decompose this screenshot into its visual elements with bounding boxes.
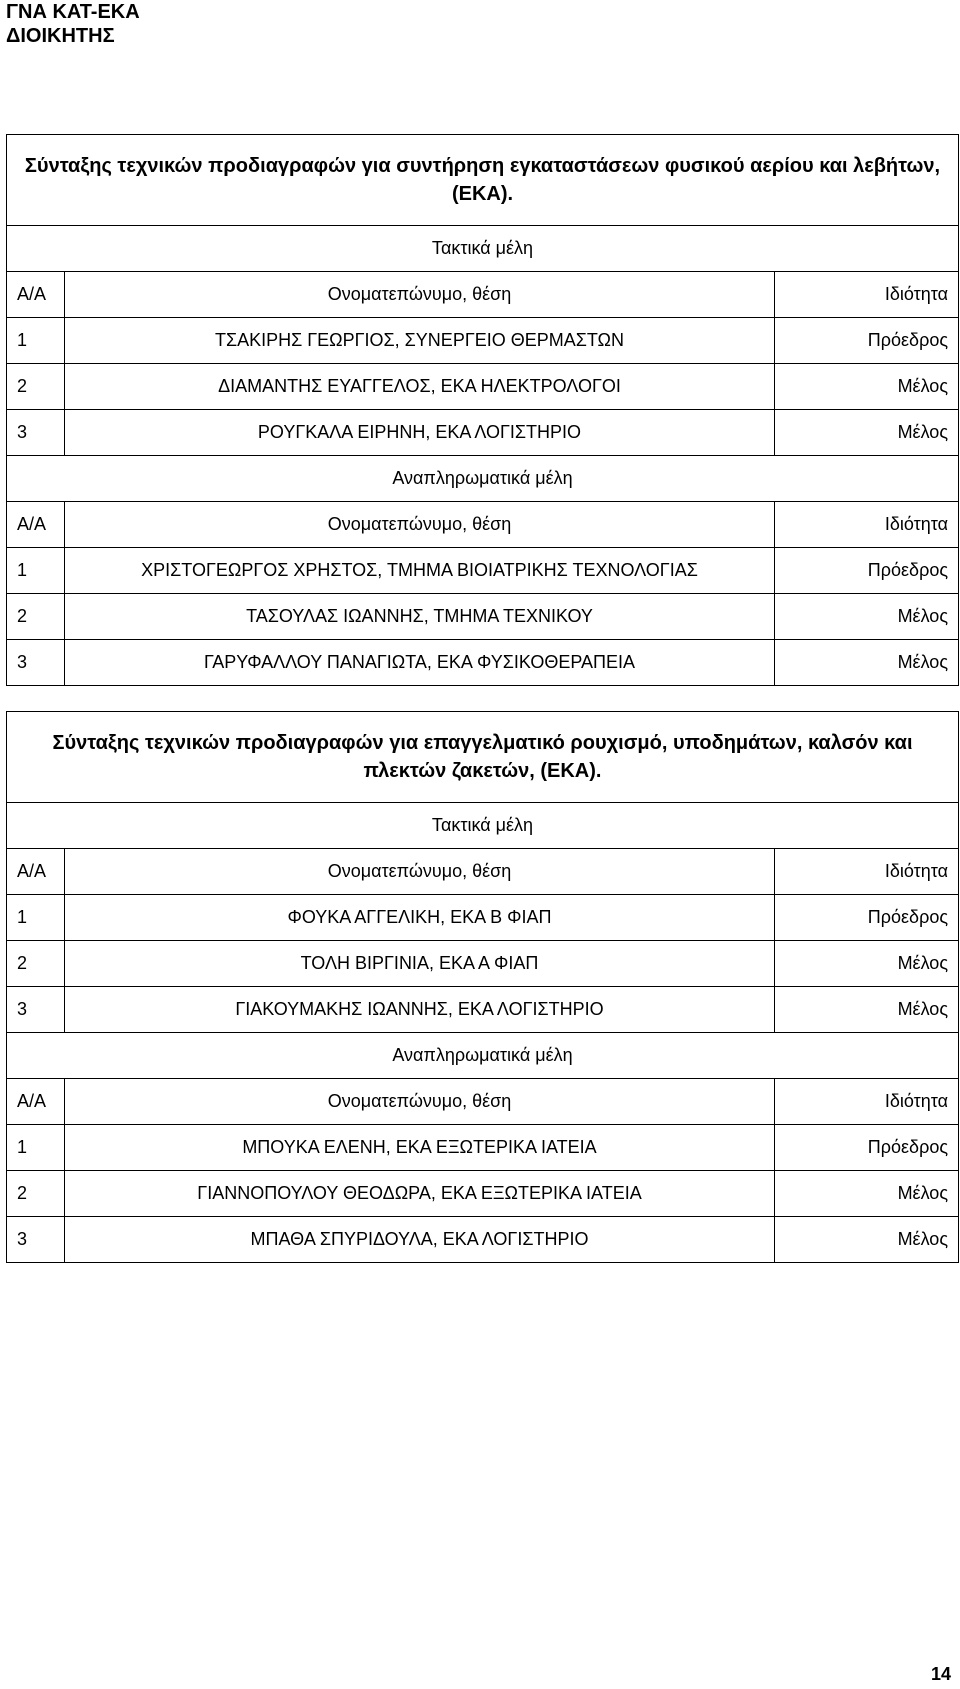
- table-row: [7, 640, 959, 686]
- committee-title-row: [7, 712, 959, 803]
- member-name: ΦΟΥΚΑ ΑΓΓΕΛΙΚΗ, ΕΚΑ Β ΦΙΑΠ: [65, 895, 775, 941]
- member-role: Μέλος: [775, 410, 959, 456]
- column-header-row: [7, 1079, 959, 1125]
- row-number: 3: [7, 987, 65, 1033]
- table-row: [7, 318, 959, 364]
- table-row: [7, 895, 959, 941]
- member-role: Μέλος: [775, 1171, 959, 1217]
- row-number: 1: [7, 895, 65, 941]
- section-heading-alternate: Αναπληρωματικά μέλη: [7, 456, 959, 502]
- page-number: 14: [930, 1664, 951, 1684]
- member-name: ΤΟΛΗ ΒΙΡΓΙΝΙΑ, ΕΚΑ Α ΦΙΑΠ: [65, 941, 775, 987]
- row-number: 2: [7, 364, 65, 410]
- member-role: Πρόεδρος: [775, 548, 959, 594]
- member-name: ΓΙΑΝΝΟΠΟΥΛΟΥ ΘΕΟΔΩΡΑ, ΕΚΑ ΕΞΩΤΕΡΙΚΑ ΙΑΤΕΙΑ: [65, 1171, 775, 1217]
- row-number: 1: [7, 318, 65, 364]
- column-header-role: Ιδιότητα: [775, 502, 959, 548]
- row-number: 2: [7, 941, 65, 987]
- column-header-aa: Α/Α: [7, 1079, 65, 1125]
- member-role: Μέλος: [775, 594, 959, 640]
- column-header-name: Ονοματεπώνυμο, θέση: [65, 849, 775, 895]
- row-number: 2: [7, 594, 65, 640]
- table-row: [7, 1125, 959, 1171]
- document-header: [6, 0, 140, 48]
- member-role: Μέλος: [775, 1217, 959, 1263]
- member-name: ΡΟΥΓΚΑΛΑ ΕΙΡΗΝΗ, ΕΚΑ ΛΟΓΙΣΤΗΡΙΟ: [65, 410, 775, 456]
- column-header-row: [7, 502, 959, 548]
- member-role: Πρόεδρος: [775, 1125, 959, 1171]
- member-role: Μέλος: [775, 364, 959, 410]
- table-row: [7, 941, 959, 987]
- member-name: ΜΠΟΥΚΑ ΕΛΕΝΗ, ΕΚΑ ΕΞΩΤΕΡΙΚΑ ΙΑΤΕΙΑ: [65, 1125, 775, 1171]
- section-row: [7, 226, 959, 272]
- table-row: [7, 987, 959, 1033]
- table-row: [7, 1217, 959, 1263]
- column-header-aa: Α/Α: [7, 502, 65, 548]
- header-director: ΔΙΟΙΚΗΤΗΣ: [6, 25, 115, 47]
- row-number: 1: [7, 548, 65, 594]
- member-name: ΓΙΑΚΟΥΜΑΚΗΣ ΙΩΑΝΝΗΣ, ΕΚΑ ΛΟΓΙΣΤΗΡΙΟ: [65, 987, 775, 1033]
- column-header-name: Ονοματεπώνυμο, θέση: [65, 502, 775, 548]
- member-role: Μέλος: [775, 941, 959, 987]
- column-header-aa: Α/Α: [7, 849, 65, 895]
- table-row: [7, 364, 959, 410]
- section-heading-regular: Τακτικά μέλη: [7, 803, 959, 849]
- committee-title: Σύνταξης τεχνικών προδιαγραφών για επαγγελματικό ρουχισμό, υποδημάτων, καλσόν και πλεκτών ζακετών, (ΕΚΑ).: [7, 712, 959, 803]
- column-header-name: Ονοματεπώνυμο, θέση: [65, 1079, 775, 1125]
- column-header-row: [7, 272, 959, 318]
- committee-title-row: [7, 135, 959, 226]
- column-header-aa: Α/Α: [7, 272, 65, 318]
- row-number: 3: [7, 410, 65, 456]
- column-header-name: Ονοματεπώνυμο, θέση: [65, 272, 775, 318]
- section-row: [7, 456, 959, 502]
- table-row: [7, 1171, 959, 1217]
- member-role: Πρόεδρος: [775, 895, 959, 941]
- member-role: Μέλος: [775, 987, 959, 1033]
- member-name: ΧΡΙΣΤΟΓΕΩΡΓΟΣ ΧΡΗΣΤΟΣ, ΤΜΗΜΑ ΒΙΟΙΑΤΡΙΚΗΣ ΤΕΧΝΟΛΟΓΙΑΣ: [65, 548, 775, 594]
- member-name: ΓΑΡΥΦΑΛΛΟΥ ΠΑΝΑΓΙΩΤΑ, ΕΚΑ ΦΥΣΙΚΟΘΕΡΑΠΕΙΑ: [65, 640, 775, 686]
- committee-title: Σύνταξης τεχνικών προδιαγραφών για συντήρηση εγκαταστάσεων φυσικού αερίου και λεβήτων, (ΕΚΑ).: [7, 135, 959, 226]
- column-header-row: [7, 849, 959, 895]
- member-name: ΤΑΣΟΥΛΑΣ ΙΩΑΝΝΗΣ, ΤΜΗΜΑ ΤΕΧΝΙΚΟΥ: [65, 594, 775, 640]
- table-row: [7, 594, 959, 640]
- member-name: ΤΣΑΚΙΡΗΣ ΓΕΩΡΓΙΟΣ, ΣΥΝΕΡΓΕΙΟ ΘΕΡΜΑΣΤΩΝ: [65, 318, 775, 364]
- section-heading-regular: Τακτικά μέλη: [7, 226, 959, 272]
- member-role: Μέλος: [775, 640, 959, 686]
- column-header-role: Ιδιότητα: [775, 1079, 959, 1125]
- row-number: 3: [7, 1217, 65, 1263]
- row-number: 2: [7, 1171, 65, 1217]
- row-number: 3: [7, 640, 65, 686]
- table-row: [7, 410, 959, 456]
- column-header-role: Ιδιότητα: [775, 849, 959, 895]
- section-heading-alternate: Αναπληρωματικά μέλη: [7, 1033, 959, 1079]
- section-row: [7, 803, 959, 849]
- section-row: [7, 1033, 959, 1079]
- table-row: [7, 548, 959, 594]
- member-name: ΜΠΑΘΑ ΣΠΥΡΙΔΟΥΛΑ, ΕΚΑ ΛΟΓΙΣΤΗΡΙΟ: [65, 1217, 775, 1263]
- committee-table-clothing: [6, 711, 959, 1263]
- column-header-role: Ιδιότητα: [775, 272, 959, 318]
- member-role: Πρόεδρος: [775, 318, 959, 364]
- header-organization: ΓΝΑ ΚΑΤ-ΕΚΑ: [6, 1, 140, 23]
- member-name: ΔΙΑΜΑΝΤΗΣ ΕΥΑΓΓΕΛΟΣ, ΕΚΑ ΗΛΕΚΤΡΟΛΟΓΟΙ: [65, 364, 775, 410]
- committee-table-gas: [6, 134, 959, 686]
- row-number: 1: [7, 1125, 65, 1171]
